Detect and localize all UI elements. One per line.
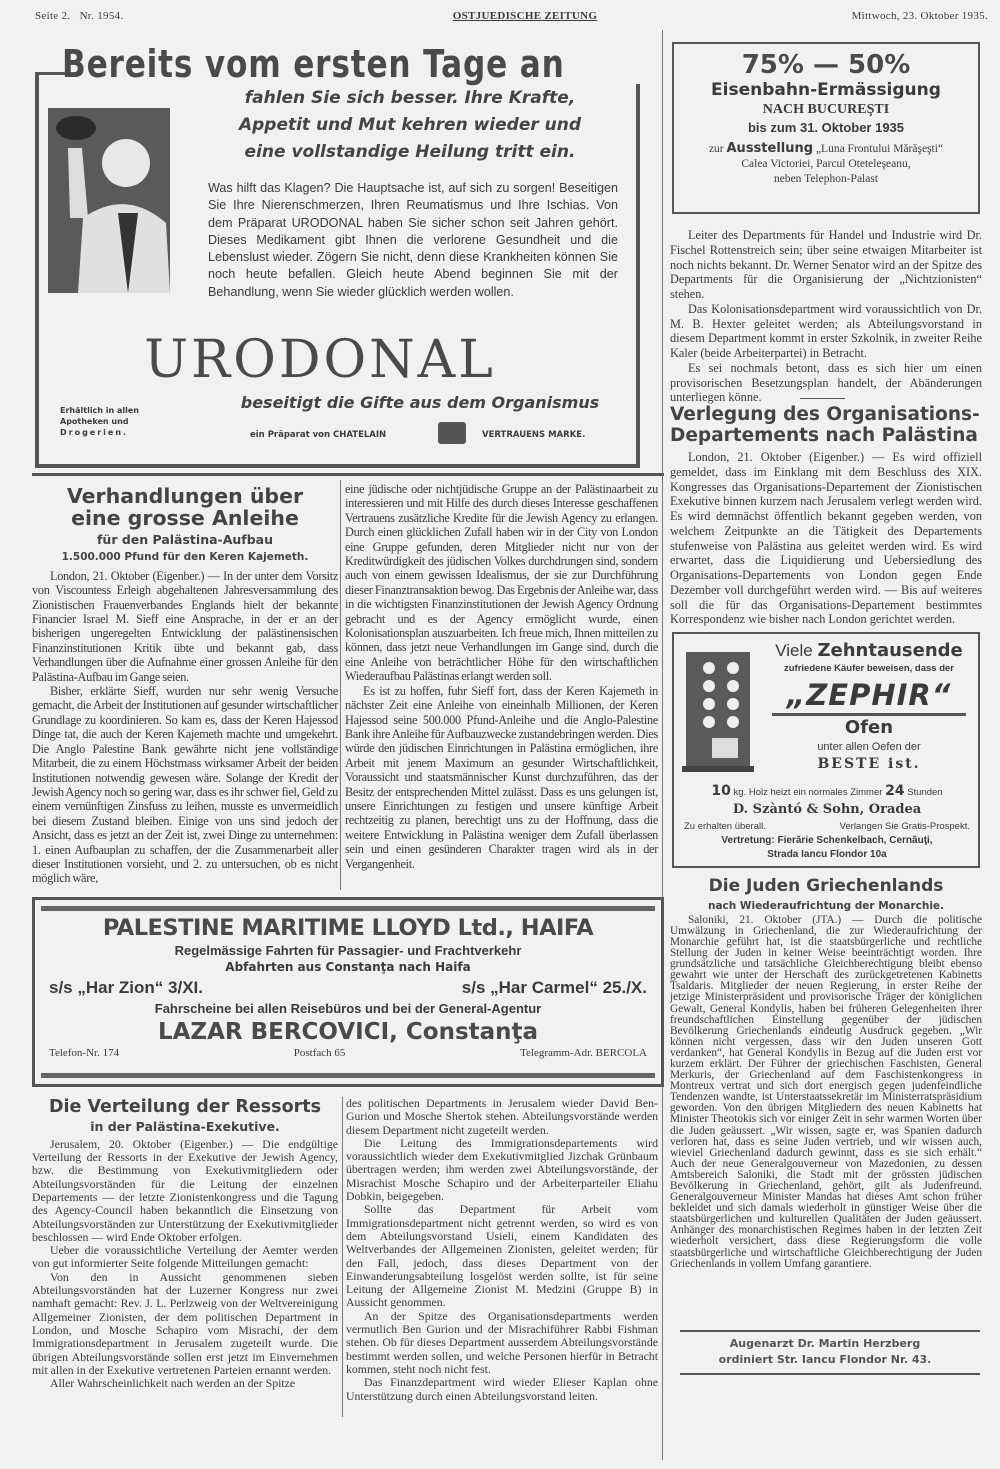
article-title: Die Juden Griechenlands — [708, 876, 944, 896]
article-loan-left — [32, 485, 338, 886]
spec-kg: 10 — [711, 783, 731, 799]
ad-slogan: beseitigt die Gifte aus dem Organismus — [240, 393, 600, 412]
best: BESTE ist. — [817, 756, 921, 772]
lloyd-route: Abfahrten aus Constanţa nach Haifa — [225, 960, 471, 974]
paragraph: London, 21. Oktober (Eigenber.) — In der unter dem Vorsitz von Viscountess Erleigh abgehaltenen Jahresversammlung des Zionistischen Frauenverbandes Englands hielt der bekannte Financier Israel M. Sieff eine Ansprache, in der er an der bisherigen ungeregelten Entwicklung der palästinensischen Finanzinstitutionen Kritik übte und bekannt gab, dass Verhandlungen über die Aufnahme einer grossen Anleihe für den Palästina-Aufbau im Gange seien. — [32, 568, 338, 684]
article-title: Die Verteilung der Ressorts — [48, 1097, 322, 1117]
ad-tagline-1: fahlen Sie sich besser. Ihre Krafte, — [244, 88, 576, 108]
article-title: Verlegung des Organisations- Departements nach Palästina — [670, 404, 980, 446]
discount: 75% — 50% — [741, 50, 911, 80]
railway-discount-advertisement — [672, 42, 980, 214]
paragraph: London, 21. Oktober (Eigenber.) — Es wird offiziell gemeldet, dass im Einklang mit dem Beschluss des XIX. Kongresses das Organisations-Departement der Zionistischen Exekutive binnen kurzem nach Jerusalem verlegt werden wird. Es wird demnächst öffentlich bekannt gegeben werden, von welchem Zeitpunkte an die Tätigkeit des Departements stufenweise von Palästina aus geleitet werden wird. Es wird erwartet, dass die Liquidierung und Uebersiedlung des Organisations-Departements von London gegen Ende Dezember voll durchgeführt werden wird. — Bis auf weiteres soll die für das Organisations-Departement bestimmtes Korrespondenz wie bisher nach London gerichtet werden. — [670, 450, 982, 627]
event-name: „Luna Frontului Mărăşeşti“ — [815, 143, 944, 155]
article-subtitle: für den Palästina-Aufbau — [96, 532, 274, 547]
spec-unit: Stunden — [907, 787, 943, 798]
among-ovens: unter allen Oefen der — [817, 741, 921, 753]
article-relocation — [670, 404, 982, 627]
paragraph: Aller Wahrscheinlichkeit nach werden an der Spitze — [50, 1376, 296, 1391]
article-ressorts-left — [32, 1097, 338, 1390]
eye-doctor-advertisement — [672, 1336, 978, 1368]
paragraph: Von den in Aussicht genommenen sieben Abteilungsvorständen hat der Luzerner Kongress nur zwei namhaft gemacht: Rev. J. L. Perlzweig von der Weltvereinigung Allgemeiner Zionisten, der dem politischen Department in London, und Mosche Schapiro vom Misrachi, der dem Immigrationsdepartment in Jerusalem zugeteilt wurde. Die übrigen Abteilungsvorstände sollen erst jetzt im Einvernehmen mit allen in der Exekutive vertretenen Parteien ernannt werden. — [32, 1269, 338, 1377]
lloyd-service: Regelmässige Fahrten für Passagier- und Frachtverkehr — [174, 943, 522, 958]
divider — [800, 398, 845, 399]
man-with-hat-illustration — [48, 108, 170, 293]
palestine-maritime-lloyd-advertisement — [32, 897, 664, 1087]
paragraph: eine jüdische oder nichtjüdische Gruppe an der Palästinaarbeit zu interessieren und mit Hilfe des durch dieses Interesse geschaffenen Vertrauens zusätzliche Kredite für die Jewish Agency zu erlangen. Durch einen glücklichen Zufall haben wir in der City von London eine Gruppe gefunden, deren Mitglieder nicht nur von der Kreditwürdigkeit des jüdischen Volkes durchdrungen sind, sondern auch von einem gewissen Idealismus, der sie zur Durchführung dieser Finanztransaktion bewog. Das Ergebnis der Anleihe war, dass in die wichtigsten Finanzinstitutionen der Jewish Agency Ordnung gebracht und es der Agency ermöglicht wurde, einen Kolonisationsplan auszuarbeiten. Ich freue mich, Ihnen mitteilen zu können, dass jetzt neue Verhandlungen im Gange sind, durch die eine Anleihe von beträchtlicher Höhe für den wirtschaftlichen Wiederaufbau Palästinas erlangt werden soll. — [345, 482, 658, 684]
paragraph: Jerusalem, 20. Oktober (Eigenber.) — Die endgültige Verteilung der Ressorts in der Exekutive der Jewish Agency, bzw. die Bestimmung von Exekutivmitgliedern oder Abteilungsvorständen für die Leitung der einzelnen Departements — der letzte Zionistenkongress und die Tagung des Agency-Council haben bekanntlich die Einsetzung von Abteilungsvorständen zur Unterstützung der Exekutivmitglieder beschlossen — wird Ende Oktober erfolgen. — [32, 1136, 338, 1244]
availability-3: Drogerien. — [60, 428, 129, 437]
article-departments-continued — [670, 228, 982, 405]
paragraph: Saloniki, 21. Oktober (JTA.) — Durch die politische Umwälzung in Griechenland, die zur Wiederaufrichtung der Monarchie geführt hat, ist die staatsbürgerliche und rechtliche Stellung der Juden in keiner Weise beeinträchtigt worden. Ihre grundsätzliche und tatsächliche Gleichberechtigung bleibt ebenso gewahrt wie unter der Herschaft des zurückgetretenen Kabinetts Tsaldaris. Mitglieder der neuen Regierung, in erster Reihe der jetzige Ministerpräsident und provisorische Träger der königlichen Gewalt, General Kondylis, haben bei früheren Gelegenheiten ihrer freundschaftlichen Einstellung gegenüber der jüdischen Bevölkerung Griechenlands eindeutig Ausdruck gegeben. „Wir können nicht vergessen, dass wir den Juden unseren Gott verdanken“, hat General Kondylis in Bezug auf die Juden erst vor kurzem erklärt. Der Führer der griechischen Faschisten, General Merkuris, der Griechenland auf dem Faschistenkongress in Montreux vertrat und sich dort energisch gegen judenfeindliche Tendenzen wandte, ist Unterstaatssekretär im Ministerratspräsidium geworden. Von den übrigen Mitgliedern des neuen Kabinetts hat Minister Theotokis sich vor einiger Zeit in sehr warmen Worten über die Juden geäussert. „Wir wissen, sagte er, was Spanien dadurch verloren hat, dass es seine Juden vertrieb, und wir wissen auch, wieviel Griechenland dadurch gewinnt, dass es sie sich erhält.“ Auch der neue Generalgouverneur von Mazedonien, zu dessen Amtsbereich Saloniki, die Stadt mit der grössten jüdischen Bevölkerung in Griechenland, gehört, gilt als Judenfreund. Generalgouverneur Minister Mandas hat dieses Amt schon früher bekleidet und sich damals wiederholt in günstiger Weise über die staatsbürgerlichen und kulturellen Qualitäten der Juden geäussert. Anhänger des monarchistischen Regimes haben in der letzten Zeit wiederholt versichert, dass diese Regierungsform die volle staatsbürgerliche und wirtschaftliche Gleichberechtigung der Juden Griechenlands in vollem Umfang garantiere. — [670, 913, 982, 1270]
chatelain-logo-icon — [438, 422, 466, 444]
paragraph: Bisher, erklärte Sieff, wurden nur sehr wenig Versuche gemacht, die Arbeit der Institutionen auf gesunder wirtschaftlicher Grundlage zu koordinieren. So kam es, dass der Keren Hajessod Dinge tat, die auch der Keren Kajemeth machte und umgekehrt. Die Anglo Palestine Bank gewährte nicht jene vollständige Mitarbeit, die zu einem Höchstmass wirksamer Arbeit der beiden Institutionen notwendig gewesen wäre. Solange der Kredit der Jewish Agency noch so gering war, dass es ihr schwer fiel, Geld zu einem vernünftigen Zinsfuss zu leihen, musste es unvermeidlich bei diesem Zustand bleiben. Einige von uns sind jedoch der Ansicht, dass es jetzt an der Zeit ist, zwei Dinge zu unternehmen: 1. einen Aufbauplan zu schaffen, der die Zusammenarbeit aller dieser Institutionen vorsieht, und 2. zu untersuchen, ob es nicht möglich wäre, — [32, 684, 338, 886]
street: Strada Iancu Flondor 10a — [767, 849, 887, 860]
agency: Vertretung: Fierărie Schenkelbach, Cernăuţi, — [721, 835, 933, 846]
brand-urodonal: URODONAL — [144, 330, 496, 390]
paragraph: Es ist zu hoffen, fuhr Sieff fort, dass der Keren Kajemeth in nächster Zeit eine Anleihe von eineinhalb Millionen, der Keren Hajessod seine 500.000 Pfund-Anleihe und die Anglo-Palestine Bank ihre Anleihe für Aufbauzwecke zustandebringen werden. Dies würde den jüdischen Einrichtungen in Palästina ermöglichen, ihre Arbeit mit jenem Maximum an gesunder Wirtschaftlichkeit, Voraussicht und staatsmännischer Kunst durchzuführen, das der Besitz der entsprechenden Mittel zulässt. Dass es uns gelungen ist, unsere Einrichtungen zu festigen und unsere künftige Arbeit rechtzeitig zu planen, berechtigt uns zu der Hoffnung, dass die weitere Entwicklung in Palästina weniger dem Zufall überlassen sein und einen gesünderen Charakter tragen wird als in der Vergangenheit. — [345, 683, 658, 871]
paragraph: Das Finanzdepartment wird wieder Elieser Kaplan ohne Unterstützung durch einen Abteilungsvorstand leiten. — [346, 1375, 658, 1403]
paragraph: des politischen Departments in Jerusalem wieder David Ben-Gurion und Mosche Shertok stehen. Abteilungsvorstände werden diesem Department nicht zugeteilt werden. — [346, 1096, 658, 1137]
issue-number: Nr. 1954. — [79, 10, 124, 22]
article-subtitle-2: 1.500.000 Pfund für den Keren Kajemeth. — [61, 551, 309, 564]
phone: Telefon-Nr. 174 — [49, 1047, 120, 1059]
article-subtitle: nach Wiederaufrichtung der Monarchie. — [707, 900, 945, 912]
doctor-name: Augenarzt Dr. Martin Herzberg — [729, 1337, 921, 1350]
event: Ausstellung — [726, 141, 814, 156]
paragraph: Leiter des Departments für Handel und Industrie wird Dr. Fischel Rottenstreich sein; über seine etwaigen Mitarbeiter ist noch nichts bekannt. Dr. Werner Senator wird an der Spitze des Departments für die Organisierung der „Nichtzionisten“ stehen. — [670, 228, 982, 301]
postbox: Postfach 65 — [293, 1047, 346, 1059]
doctor-address: ordiniert Str. Iancu Flondor Nr. 43. — [718, 1353, 932, 1366]
paragraph: Sollte das Department für Arbeit vom Immigrationsdepartment nicht getrennt werden, so wird es von dem Abteilungsvorstand Usieli, einem Kandidaten des Weltverbandes der Allgemeinen Zionisten, geleitet werden; für den Fall, jedoch, dass dieses Department von der Einwanderungsabteilung losgelöst werden sollte, ist für seine Leitung der Allgemeine Zionist M. Medzini (Gruppe B) in Aussicht genommen. — [346, 1202, 658, 1310]
destination: NACH BUCUREŞTI — [762, 102, 890, 117]
paragraph: Die Leitung des Immigrationsdepartements wird voraussichtlich wieder dem Exekutivmitglied Jizchak Grünbaum übertragen werden; ihm werden zwei Abteilungsvorstände, der Misrachist Mosche Schapiro und der Arbeiterparteiler Eliahu Dobkin, beigegeben. — [346, 1135, 658, 1204]
newspaper-title: OSTJUEDISCHE ZEITUNG — [452, 10, 598, 22]
article-ressorts-mid — [346, 1097, 658, 1403]
address: Calea Victoriei, Parcul Oteteleşeanu, — [741, 158, 911, 170]
valid-until: bis zum 31. Oktober 1935 — [747, 120, 905, 135]
availability-2: Apotheken und — [60, 417, 129, 426]
spec-text: kg. Holz heizt ein normales Zimmer — [733, 787, 883, 798]
column-rule — [662, 30, 663, 1460]
zur: zur — [708, 143, 724, 155]
page-number: Seite 2. Nr. 1954. — [35, 10, 124, 22]
prospectus: Verlangen Sie Gratis-Prospekt. — [839, 821, 970, 832]
divider — [680, 1373, 980, 1375]
paragraph: Das Kolonisationsdepartment wird voraussichtlich von Dr. M. B. Hexter geleitet werden; als Abteilungsvorstand in diesem Department kommt in erster Szkolnik, in zweiter Reihe Kaler (beide Arbeiterpartei) in Betracht. — [670, 301, 982, 360]
oven-illustration — [682, 648, 754, 778]
paragraph: Ueber die voraussichtliche Verteilung der Aemter werden von gut informierter Seite folgende Mitteilungen gemacht: — [32, 1243, 338, 1271]
availability-1: Erhältlich in allen — [60, 406, 140, 415]
lloyd-tickets: Fahrscheine bei allen Reisebüros und bei der General-Agentur — [154, 1001, 542, 1016]
ad-maker: ein Präparat von CHATELAIN — [250, 430, 387, 440]
lloyd-title: PALESTINE MARITIME LLOYD Ltd., HAIFA — [102, 915, 594, 941]
zephir-oven-advertisement — [672, 632, 980, 868]
article-subtitle: in der Palästina-Exekutive. — [90, 1119, 280, 1134]
column-rule — [340, 480, 341, 890]
viele: Viele — [775, 641, 813, 660]
company: D. Szàntó & Sohn, Oradea — [732, 802, 922, 817]
paragraph: An der Spitze des Organisationsdepartments werden vermutlich Ben Gurion und der Misrachiführer Rabbi Fishman stehen. Ob für dieses Department ausserdem Abteilungsvorstände bestimmt werden sollen, und welche Personen hierfür in Betracht kommen, steht noch nicht fest. — [346, 1308, 658, 1376]
ad-headline: Bereits vom ersten Tage an — [62, 42, 565, 86]
satisfied-buyers: zufriedene Käufer beweisen, dass der — [783, 663, 954, 674]
ad-body: Was hilft das Klagen? Die Hauptsache ist, auf sich zu sorgen! Beseitigen Sie Ihre Nierenschmerzen, Ihren Reumatismus und Ihre Ischias. Von dem Präparat URODONAL haben Sie sicher schon seit Jahren gehört. Dieses Medikament gibt Ihnen die verlorene Gesundheit und die Lebenslust wieder. Zögern Sie nicht, denn diese Krankheiten können Sie noch heute befallen. Gleich heute Abend beginnen Sie mit der Behandlung, wenn Sie wieder glücklich werden wollen. — [208, 181, 618, 299]
telegram: Telegramm-Adr. BERCOLA — [520, 1047, 647, 1059]
divider — [680, 1330, 980, 1332]
column-rule — [342, 1097, 343, 1417]
article-loan-mid — [345, 482, 658, 871]
railway-title: Eisenbahn-Ermässigung — [711, 80, 941, 100]
ship-har-zion: s/s „Har Zion“ 3/XI. — [49, 978, 203, 997]
ad-tagline-2: Appetit und Mut kehren wieder und — [238, 115, 582, 135]
article-title: Verhandlungen über eine grosse Anleihe — [66, 484, 304, 530]
ad-trust-mark: VERTRAUENS MARKE. — [482, 430, 586, 440]
agent-name: LAZAR BERCOVICI, Constanţa — [157, 1019, 539, 1045]
spec-hours: 24 — [885, 783, 905, 799]
brand-zephir: „ZEPHIR“ — [772, 677, 966, 716]
availability: Zu erhalten überall. — [684, 821, 766, 832]
issue-date: Mittwoch, 23. Oktober 1935. — [851, 10, 988, 22]
article-greece — [670, 876, 982, 1270]
section-divider — [32, 473, 664, 476]
ad-tagline-3: eine vollstandige Heilung tritt ein. — [244, 142, 576, 162]
near: neben Telephon-Palast — [773, 173, 879, 185]
product: Ofen — [844, 717, 894, 738]
paragraph: Es sei nochmals betont, dass es sich hier um einen provisorischen Besetzungsplan handelt, der Abänderungen unterliegen könne. — [670, 360, 982, 405]
ship-har-carmel: s/s „Har Carmel“ 25./X. — [461, 978, 647, 997]
zehntausende: Zehntausende — [817, 640, 963, 661]
